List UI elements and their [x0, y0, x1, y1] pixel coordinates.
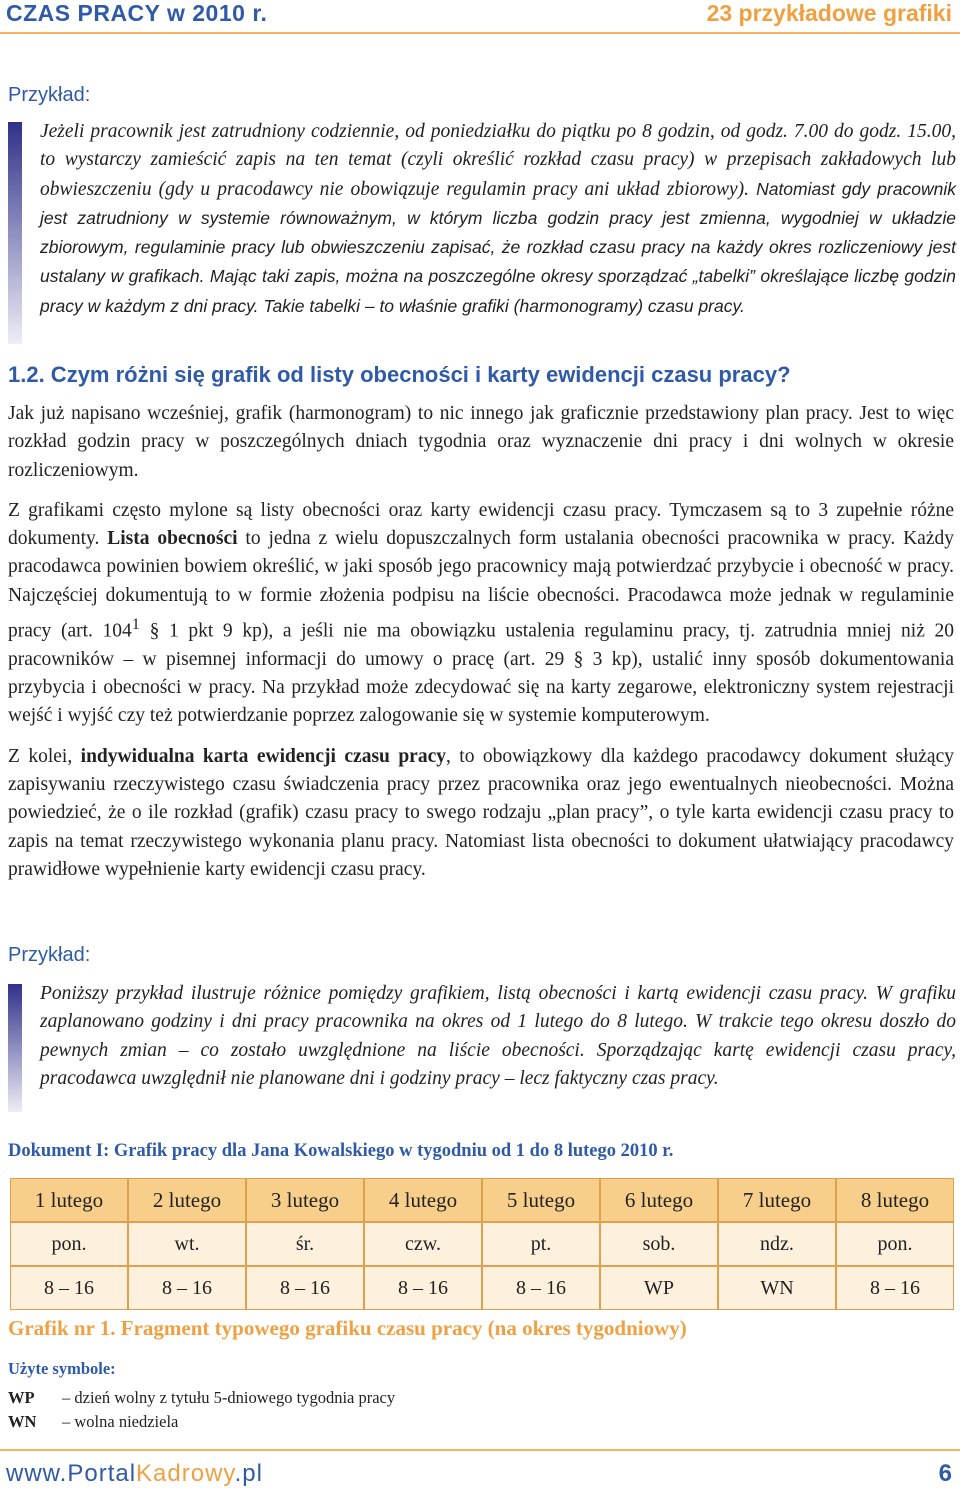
- day-cell: pt.: [482, 1222, 600, 1266]
- date-cell: 7 lutego: [718, 1178, 836, 1222]
- header-subtitle: 23 przykładowe grafiki: [706, 0, 952, 26]
- term-lista-obecnosci: Lista obecności: [107, 528, 238, 550]
- hours-cell: WN: [718, 1266, 836, 1310]
- day-cell: czw.: [364, 1222, 482, 1266]
- symbols-title: Użyte symbole:: [8, 1359, 116, 1378]
- section-heading: 1.2. Czym różni się grafik od listy obecności i karty ewidencji czasu pracy?: [8, 362, 791, 387]
- day-cell: pon.: [836, 1222, 954, 1266]
- day-cell: sob.: [600, 1222, 718, 1266]
- hours-cell: WP: [600, 1266, 718, 1310]
- date-cell: 6 lutego: [600, 1178, 718, 1222]
- date-cell: 5 lutego: [482, 1178, 600, 1222]
- date-cell: 3 lutego: [246, 1178, 364, 1222]
- document-caption: Dokument I: Grafik pracy dla Jana Kowalskiego w tygodniu od 1 do 8 lutego 2010 r.: [8, 1141, 674, 1161]
- date-cell: 4 lutego: [364, 1178, 482, 1222]
- section-paragraph-1: Jak już napisano wcześniej, grafik (harmonogram) to nic innego jak graficznie przedstawiony plan pracy. Jest to więc rozkład godzin pracy w poszczególnych dniach tygodnia oraz wyznaczenie dni pracy i dni wolnych w okresie rozliczeniowym.: [8, 403, 954, 481]
- section-paragraph-2: Z grafikami często mylone są listy obecności oraz karty ewidencji czasu pracy. Tymczasem są to 3 zupełnie różne dokumenty. Lista obecności to jedna z wielu dopuszczalnych form ustalania obecności pracownika w pracy. Każdy pracodawca powinien bowiem określić, w jaki sposób jego pracownicy mają potwierdzać przybycie i obecność w pracy. Najczęściej dokumentują to w formie złożenia podpisu na liście obecności. Pracodawca może jednak w regulaminie pracy (art. $104^1$ § 1 pkt 9 kp), a jeśli nie ma obowiązku ustalenia regulaminu pracy, tj. zatrudnia mniej niż 20 pracowników – w pisemnej informacji do umowy o pracę (art. 29 § 3 kp), ustalić inny sposób dokumentowania przybycia i obecności w pracy. Na przykład może zdecydować się na karty zegarowe, elektroniczny system rejestracji wejść i wyjść czy też potwierdzanie poprzez zalogowanie się w systemie komputerowym.: [8, 499, 954, 727]
- schedule-days-row: [10, 1222, 954, 1266]
- hours-cell: 8 – 16: [10, 1266, 128, 1310]
- example-label-2: Przykład:: [8, 944, 91, 966]
- page-number: 6: [938, 1460, 952, 1487]
- example-bar-2: [8, 984, 22, 1112]
- term-karta-ewidencji: indywidualna karta ewidencji czasu pracy: [80, 745, 446, 767]
- section-1-2: [8, 362, 954, 884]
- hours-cell: 8 – 16: [364, 1266, 482, 1310]
- grafik-caption: Grafik nr 1. Fragment typowego grafiku czasu pracy (na okres tygodniowy): [8, 1316, 687, 1340]
- symbol-item: WP – dzień wolny z tytułu 5-dniowego tygodnia pracy: [8, 1388, 396, 1407]
- hours-cell: 8 – 16: [836, 1266, 954, 1310]
- example-box: [6, 118, 956, 348]
- schedule-table: [10, 1178, 954, 1310]
- example-text: [40, 118, 956, 321]
- example-text-sans: Natomiast gdy pracownik jest zatrudniony w systemie równoważnym, w którym liczba godzin pracy jest zmienna, wygodniej w układzie zbiorowym, regulaminie pracy lub obwieszczeniu zapisać, że rozkład czasu pracy na każdy okres rozliczeniowy jest ustalany w grafikach. Mając taki zapis, można na poszczególne okresy sporządzać „tabelki” określające liczbę godzin pracy w każdym z dni pracy. Takie tabelki – to właśnie grafiki (harmonogramy) czasu pracy.: [40, 178, 956, 316]
- header-title: CZAS PRACY w 2010 r.: [6, 0, 268, 26]
- page-header: [0, 0, 960, 34]
- symbol-item: WN – wolna niedziela: [8, 1412, 179, 1431]
- day-cell: śr.: [246, 1222, 364, 1266]
- section-paragraph-3: Z kolei, indywidualna karta ewidencji czasu pracy, to obowiązkowy dla każdego pracodawcy dokument służący zapisywaniu rzeczywistego czasu świadczenia pracy przez pracownika oraz jego ewentualnych nieobecności. Można powiedzieć, że o ile rozkład (grafik) czasu pracy to swego rodzaju „plan pracy”, o tyle karta ewidencji czasu pracy to zapis na temat rzeczywistego wykonania planu pracy. Natomiast lista obecności to dokument ułatwiający pracodawcy prawidłowe wypełnienie karty ewidencji czasu pracy.: [8, 745, 954, 880]
- hours-cell: 8 – 16: [246, 1266, 364, 1310]
- date-cell: 1 lutego: [10, 1178, 128, 1222]
- example-text-serif: Jeżeli pracownik jest zatrudniony codziennie, od poniedziałku do piątku po 8 godzin, od godz. 7.00 do godz. 15.00, to wystarczy zamieścić zapis na ten temat (czyli określić rozkład czasu pracy) w przepisach zakładowych lub obwieszczeniu (gdy u pracodawcy nie obowiązuje regulamin pracy ani układ zbiorowy).: [40, 121, 956, 200]
- date-cell: 8 lutego: [836, 1178, 954, 1222]
- day-cell: wt.: [128, 1222, 246, 1266]
- example-box-2: [6, 980, 956, 1116]
- schedule-dates-row: [10, 1178, 954, 1222]
- footer-site-link[interactable]: www.PortalKadrowy.pl: [6, 1460, 263, 1487]
- hours-cell: 8 – 16: [482, 1266, 600, 1310]
- example-label: Przykład:: [8, 84, 91, 106]
- example-text-2: Poniższy przykład ilustruje różnice pomiędzy grafikiem, listą obecności i kartą ewidencji czasu pracy. W grafiku zaplanowano godziny i dni pracy pracownika na okres od 1 lutego do 8 lutego. W trakcie tego okresu doszło do pewnych zmian – co zostało uwzględnione na liście obecności. Sporządzając kartę ewidencji czasu pracy, pracodawca uwzględnił nie planowane dni i godziny pracy – lecz faktyczny czas pracy.: [40, 983, 956, 1089]
- date-cell: 2 lutego: [128, 1178, 246, 1222]
- footer-divider: [0, 1449, 960, 1451]
- hours-cell: 8 – 16: [128, 1266, 246, 1310]
- day-cell: pon.: [10, 1222, 128, 1266]
- example-bar: [8, 122, 22, 344]
- day-cell: ndz.: [718, 1222, 836, 1266]
- schedule-hours-row: [10, 1266, 954, 1310]
- header-divider: [0, 32, 960, 34]
